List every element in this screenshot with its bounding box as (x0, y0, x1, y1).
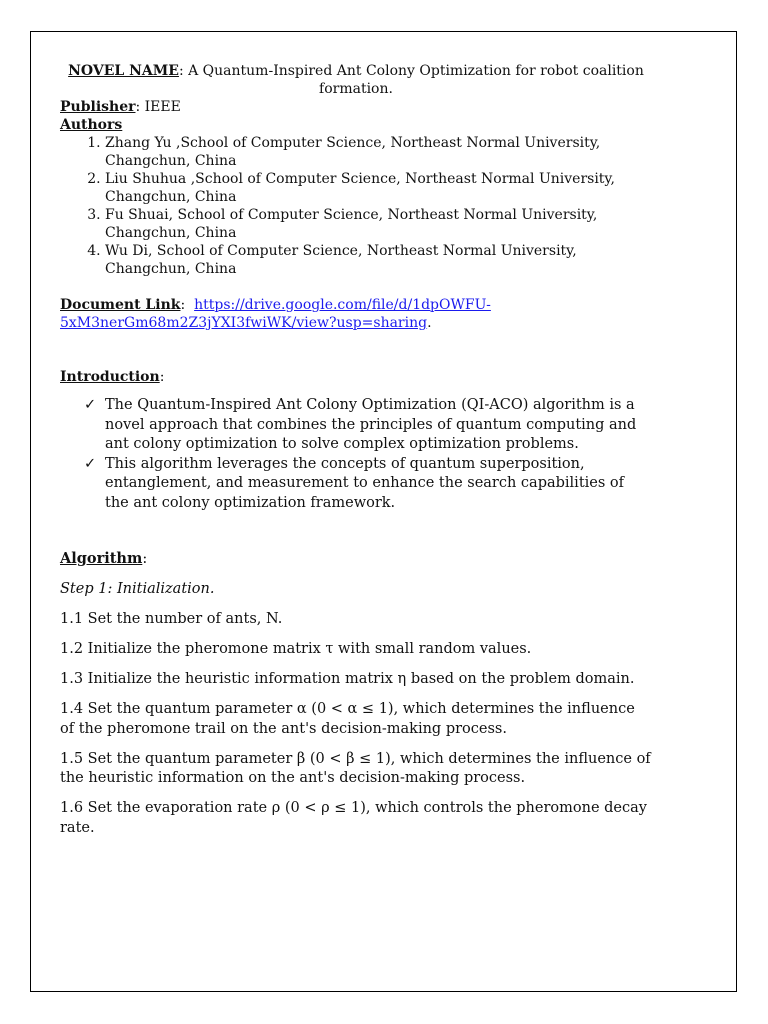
introduction-heading: Introduction (60, 369, 160, 385)
algorithm-heading-line: Algorithm: (60, 550, 148, 567)
step-title: Step 1: Initialization. (60, 581, 215, 597)
algorithm-step: 1.2 Initialize the pheromone matrix τ with small random values. (60, 641, 532, 657)
algorithm-section (60, 549, 652, 838)
algorithm-step: 1.4 Set the quantum parameter α (0 < α ≤ 1), which determines the influence of the pheromone trail on the ant's decision-making process. (60, 701, 635, 737)
introduction-heading-line: Introduction: (60, 369, 165, 385)
algorithm-step: 1.6 Set the evaporation rate ρ (0 < ρ ≤ 1), which controls the pheromone decay rate. (60, 800, 647, 836)
bullet-text: This algorithm leverages the concepts of quantum superposition, entanglement, and measurement to enhance the search capabilities of the ant colony optimization framework. (105, 455, 625, 511)
checkmark-icon: ✓ (84, 455, 97, 472)
publisher-value: IEEE (144, 99, 181, 115)
publisher-line: Publisher: IEEE (60, 99, 181, 115)
bullet-text: The Quantum-Inspired Ant Colony Optimization (QI-ACO) algorithm is a novel approach that combines the principles of quantum computing and ant colony optimization to solve complex optimization problems. (105, 397, 637, 452)
checkmark-icon: ✓ (84, 397, 97, 413)
document-content (60, 62, 652, 849)
document-link[interactable]: https://drive.google.com/file/d/1dpOWFU-5xM3nerGm68m2Z3jYXI3fwiWK/view?usp=sharing (60, 297, 491, 331)
author-item: 1. Zhang Yu ,School of Computer Science, Northeast Normal University, Changchun, China (105, 134, 652, 170)
novel-name-label: NOVEL NAME (68, 63, 179, 79)
novel-name-line: NOVEL NAME: A Quantum-Inspired Ant Colony Optimization for robot coalition formation. (68, 63, 644, 97)
author-item: 4. Wu Di, School of Computer Science, Northeast Normal University, Changchun, China (105, 242, 652, 278)
author-item: 2. Liu Shuhua ,School of Computer Science, Northeast Normal University, Changchun, China (105, 170, 652, 206)
algorithm-step: 1.5 Set the quantum parameter β (0 < β ≤ 1), which determines the influence of the heuristic information on the ant's decision-making process. (60, 750, 651, 786)
author-item: 3. Fu Shuai, School of Computer Science, Northeast Normal University, Changchun, China (105, 206, 652, 242)
publisher-label: Publisher (60, 99, 136, 115)
authors-list (60, 134, 652, 278)
algorithm-heading: Algorithm (60, 550, 143, 567)
document-link-line: Document Link: https://drive.google.com/file/d/1dpOWFU-5xM3nerGm68m2Z3jYXI3fwiWK/view?usp=sharing. (60, 297, 491, 331)
novel-title: A Quantum-Inspired Ant Colony Optimization for robot coalition formation. (188, 63, 644, 97)
introduction-bullet (84, 396, 652, 455)
authors-heading: Authors (60, 117, 123, 133)
document-link-label: Document Link (60, 297, 181, 313)
algorithm-step: 1.1 Set the number of ants, N. (60, 611, 283, 627)
algorithm-step: 1.3 Initialize the heuristic information matrix η based on the problem domain. (60, 671, 635, 687)
introduction-bullet (84, 455, 652, 514)
introduction-list (60, 396, 652, 513)
